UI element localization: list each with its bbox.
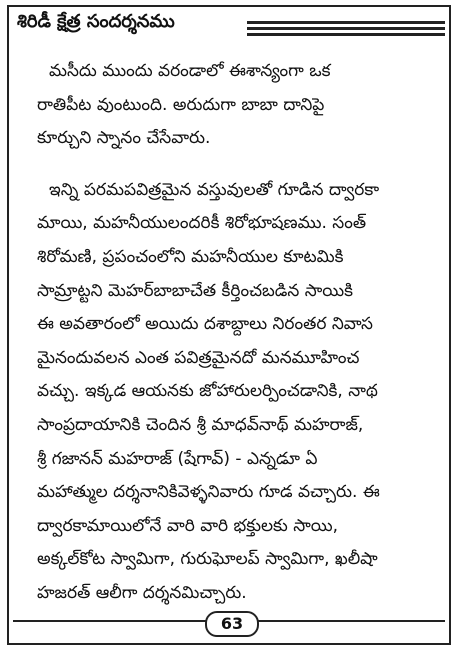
text-line: సాంప్రదాయానికి చెందిన శ్రీ మాధవ్‌నాథ్ మహరాజ్, [37,414,364,435]
text-line: మహాత్ముల దర్శనానికివెళ్ళనివారు గూడ వచ్చారు. ఈ [37,482,380,503]
header-rule [247,21,445,39]
running-header: శిరిడీ క్షేత్ర సందర్శనము [17,11,175,32]
paragraph-2 [37,174,437,611]
text-line: మాయి, మహనీయులందరికీ శిరోభూషణము. సంత్ [37,213,367,234]
paragraph-gap [37,156,437,174]
text-line: శ్రీ గజానన్ మహరాజ్ (షేగావ్) - ఎన్నడూ ఏ [37,448,318,469]
text-line: వచ్చు. ఇక్కడ ఆయనకు జోహారులర్పించడానికి, నాథ [37,381,378,402]
text-line: మైనందువలన ఎంత పవిత్రమైనదో మనమూహించ [37,347,360,368]
text-line: రాతిపీట వుంటుంది. అరుదుగా బాబా దానిపై [37,94,325,115]
text-line: అక్కల్‌కోట స్వామిగా, గురుఘోలప్ స్వామిగా, ఖలీషా [37,549,378,570]
book-page [7,5,451,645]
text-line: కూర్చుని స్నానం చేసేవారు. [37,128,211,149]
page-number: 63 [205,611,259,637]
header-rule-line [247,27,445,30]
text-line: ఇన్ని పరమపవిత్రమైన వస్తువులతో గూడిన ద్వారకా [49,179,380,200]
text-line: హజరత్ ఆలీగా దర్శనమిచ్చారు. [37,582,247,603]
header-rule-line [247,21,445,24]
paragraph-1 [37,55,437,156]
text-line: ఈ అవతారంలో అయిదు దశాబ్దాలు నిరంతర నివాస [37,314,373,335]
header-rule-line [247,33,445,36]
text-line: ద్వారకామాయిలోనే వారి వారి భక్తులకు సాయి, [37,515,339,536]
text-line: మసీదు ముందు వరండాలో ఈశాన్యంగా ఒక [49,61,331,81]
body-text [37,55,437,611]
text-line: శిరోమణి, ప్రపంచంలోని మహనీయుల కూటమికి [37,246,344,267]
text-line: సామ్రాట్టని మెహర్‌బాబాచేత కీర్తించబడిన సాయికి [37,280,353,301]
